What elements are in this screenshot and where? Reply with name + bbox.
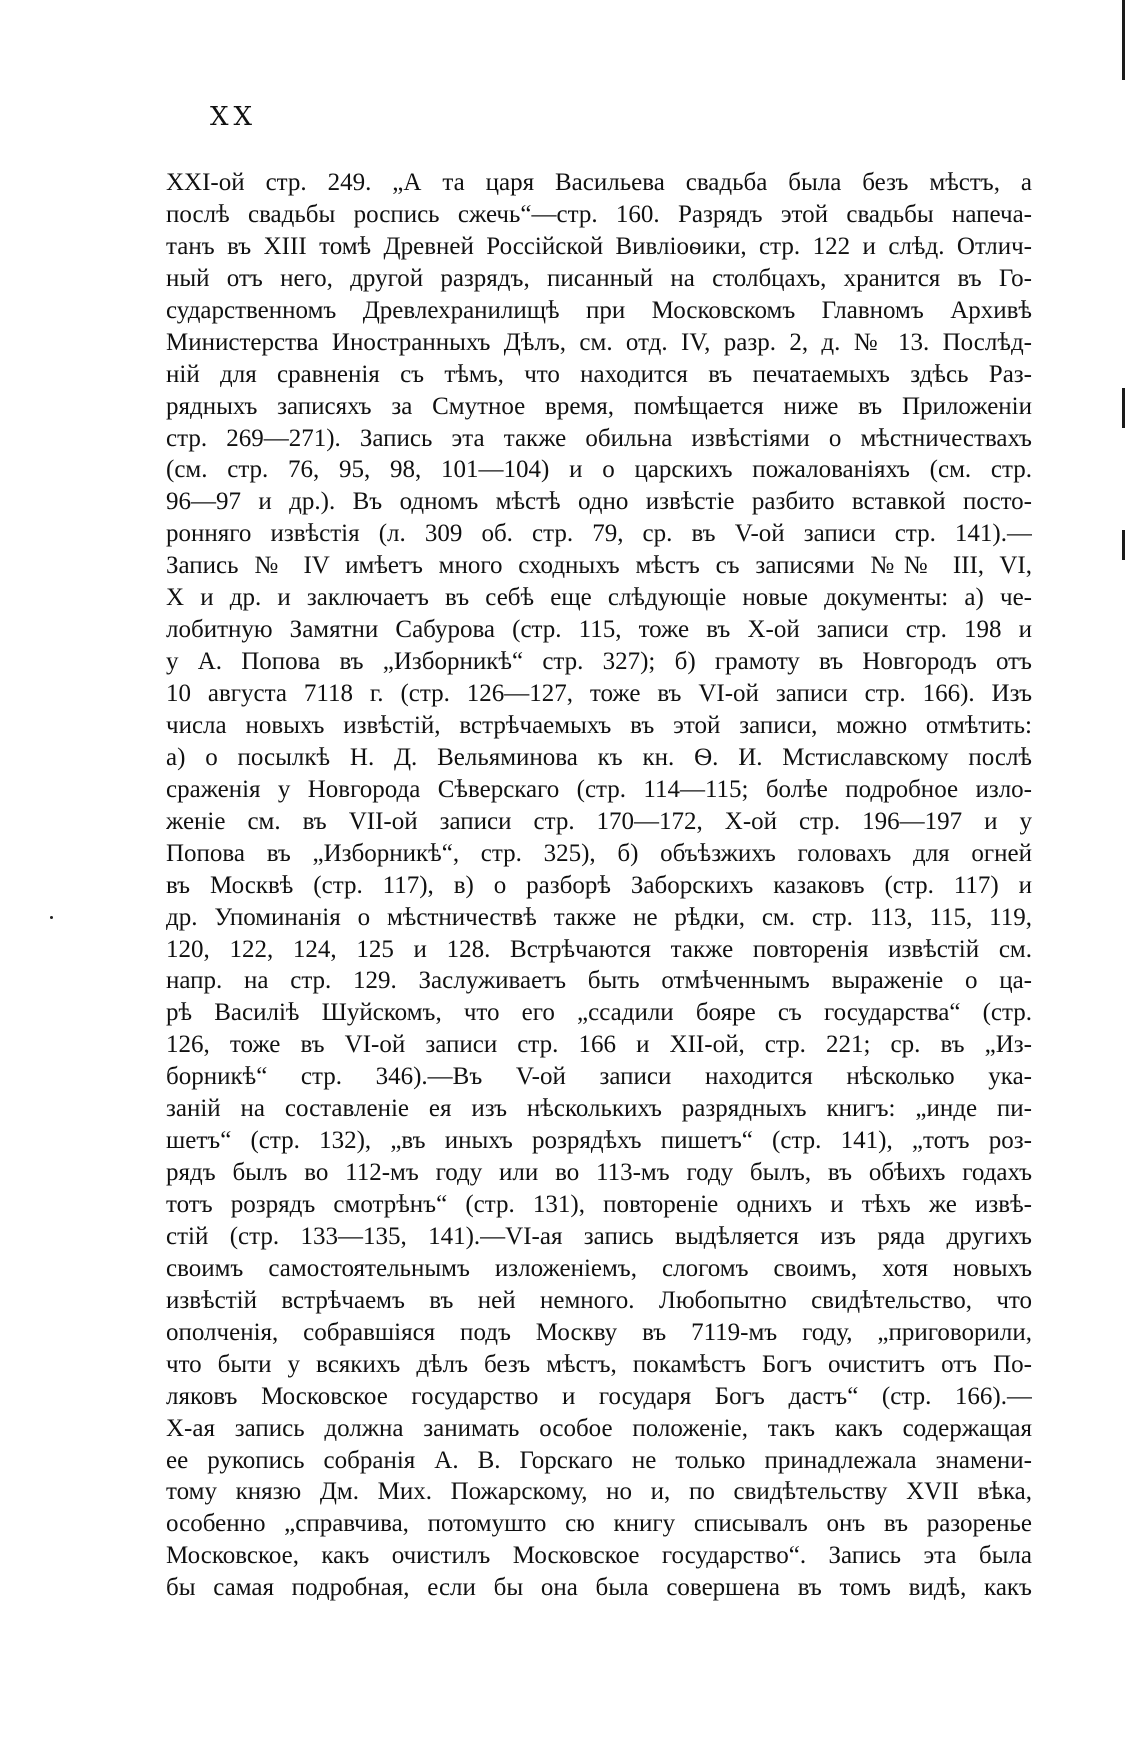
text-line: тому князю Дм. Мих. Пожарскому, но и, по свидѣтельству XVII вѣка, <box>166 1478 1032 1506</box>
text-line: своимъ самостоятельнымъ изложеніемъ, слогомъ своимъ, хотя новыхъ <box>166 1254 1032 1282</box>
text-line: рядъ былъ во 112-мъ году или во 113-мъ году былъ, въ обѣихъ годахъ <box>166 1159 1032 1187</box>
text-line: стій (стр. 133—135, 141).—VI-ая запись выдѣляется изъ ряда другихъ <box>166 1222 1032 1250</box>
text-line: Запись № IV имѣетъ много сходныхъ мѣстъ съ записями №№ III, VI, <box>166 552 1032 580</box>
text-line: XXI-ой стр. 249. „А та царя Васильева свадьба была безъ мѣстъ, а <box>166 169 1032 196</box>
text-line: что быти у всякихъ дѣлъ безъ мѣстъ, покамѣстъ Богъ очиститъ отъ По- <box>166 1350 1032 1378</box>
text-line: танъ въ XIII томѣ Древней Россійской Вивліоѳики, стр. 122 и слѣд. Отлич- <box>166 232 1032 260</box>
text-line: (см. стр. 76, 95, 98, 101—104) и о царскихъ пожалованіяхъ (см. стр. <box>166 456 1032 484</box>
text-line: тотъ розрядъ смотрѣнъ“ (стр. 131), повтореніе однихъ и тѣхъ же извѣ- <box>166 1191 1032 1218</box>
text-line: послѣ свадьбы роспись сжечь“—стр. 160. Разрядъ этой свадьбы напеча- <box>166 200 1032 228</box>
text-line: ронняго извѣстія (л. 309 об. стр. 79, ср. въ V-ой записи стр. 141).— <box>166 520 1032 548</box>
scan-edge-mark <box>1122 530 1125 560</box>
text-line: Министерства Иностранныхъ Дѣлъ, см. отд. IV, разр. 2, д. № 13. Послѣд- <box>166 328 1032 356</box>
text-line: напр. на стр. 129. Заслуживаетъ быть отмѣченнымъ выраженіе о ца- <box>166 967 1032 995</box>
text-line: а) о посылкѣ Н. Д. Вельяминова къ кн. Ѳ. И. Мстиславскому послѣ <box>166 743 1032 771</box>
text-line: 120, 122, 124, 125 и 128. Встрѣчаются также повторенія извѣстій см. <box>166 935 1032 963</box>
text-line: ляковъ Московское государство и государя Богъ дастъ“ (стр. 166).— <box>166 1382 1032 1410</box>
text-line: бы самая подробная, если бы она была совершена въ томъ видѣ, какъ <box>166 1574 1032 1602</box>
text-line: заній на составленіе ея изъ нѣсколькихъ разрядныхъ книгъ: „инде пи- <box>166 1095 1032 1123</box>
text-line: ополченія, собравшіяся подъ Москву въ 7119-мъ году, „приговорили, <box>166 1318 1032 1346</box>
text-line: числа новыхъ извѣстій, встрѣчаемыхъ въ этой записи, можно отмѣтить: <box>166 711 1032 739</box>
text-line: въ Москвѣ (стр. 117), в) о разборѣ Заборскихъ казаковъ (стр. 117) и <box>166 871 1032 899</box>
text-line: Московское, какъ очистилъ Московское государство“. Запись эта была <box>166 1542 1032 1570</box>
text-line: шетъ“ (стр. 132), „въ иныхъ розрядѣхъ пишетъ“ (стр. 141), „тотъ роз- <box>166 1127 1032 1155</box>
text-line: сударственномъ Древлехранилищѣ при Московскомъ Главномъ Архивѣ <box>166 296 1032 324</box>
text-line: борникѣ“ стр. 346).—Въ V-ой записи находится нѣсколько ука- <box>166 1063 1032 1091</box>
text-line: X-ая запись должна занимать особое положеніе, такъ какъ содержащая <box>166 1414 1032 1442</box>
text-line: ный отъ него, другой разрядъ, писанный на столбцахъ, хранится въ Го- <box>166 264 1032 292</box>
text-line: 126, тоже въ VI-ой записи стр. 166 и XII-ой, стр. 221; ср. въ „Из- <box>166 1031 1032 1059</box>
body-text <box>166 167 1032 1604</box>
text-line: извѣстій встрѣчаемъ въ ней немного. Любопытно свидѣтельство, что <box>166 1286 1032 1314</box>
text-line: ее рукопись собранія А. В. Горскаго не только принадлежала знамени- <box>166 1446 1032 1474</box>
text-line: лобитную Замятни Сабурова (стр. 115, тоже въ X-ой записи стр. 198 и <box>166 616 1032 644</box>
text-line: рѣ Василіѣ Шуйскомъ, что его „ссадили бояре съ государства“ (стр. <box>166 999 1032 1027</box>
text-line: др. Упоминанія о мѣстничествѣ также не рѣдки, см. стр. 113, 115, 119, <box>166 903 1032 931</box>
text-line: ній для сравненія съ тѣмъ, что находится въ печатаемыхъ здѣсь Раз- <box>166 360 1032 388</box>
text-line: сраженія у Новгорода Сѣверскаго (стр. 114—115; болѣе подробное изло- <box>166 775 1032 803</box>
text-line: 10 августа 7118 г. (стр. 126—127, тоже въ VI-ой записи стр. 166). Изъ <box>166 680 1032 707</box>
page-number: XX <box>210 102 258 132</box>
text-line: женіе см. въ VII-ой записи стр. 170—172, X-ой стр. 196—197 и у <box>166 807 1032 835</box>
text-line: у А. Попова въ „Изборникѣ“ стр. 327); б) грамоту въ Новгородъ отъ <box>166 648 1032 676</box>
text-line: особенно „справчива, потомушто сю книгу списывалъ онъ въ разоренье <box>166 1510 1032 1538</box>
text-line: Попова въ „Изборникѣ“, стр. 325), б) объѣзжихъ головахъ для огней <box>166 839 1032 867</box>
scan-edge-mark <box>1122 0 1125 80</box>
text-line: X и др. и заключаетъ въ себѣ еще слѣдующіе новые документы: а) че- <box>166 584 1032 612</box>
scan-speck <box>50 916 53 919</box>
text-line: 96—97 и др.). Въ одномъ мѣстѣ одно извѣстіе разбито вставкой посто- <box>166 488 1032 516</box>
text-line: рядныхъ записяхъ за Смутное время, помѣщается ниже въ Приложеніи <box>166 392 1032 420</box>
text-line: стр. 269—271). Запись эта также обильна извѣстіями о мѣстничествахъ <box>166 424 1032 452</box>
scan-edge-mark <box>1122 388 1125 428</box>
